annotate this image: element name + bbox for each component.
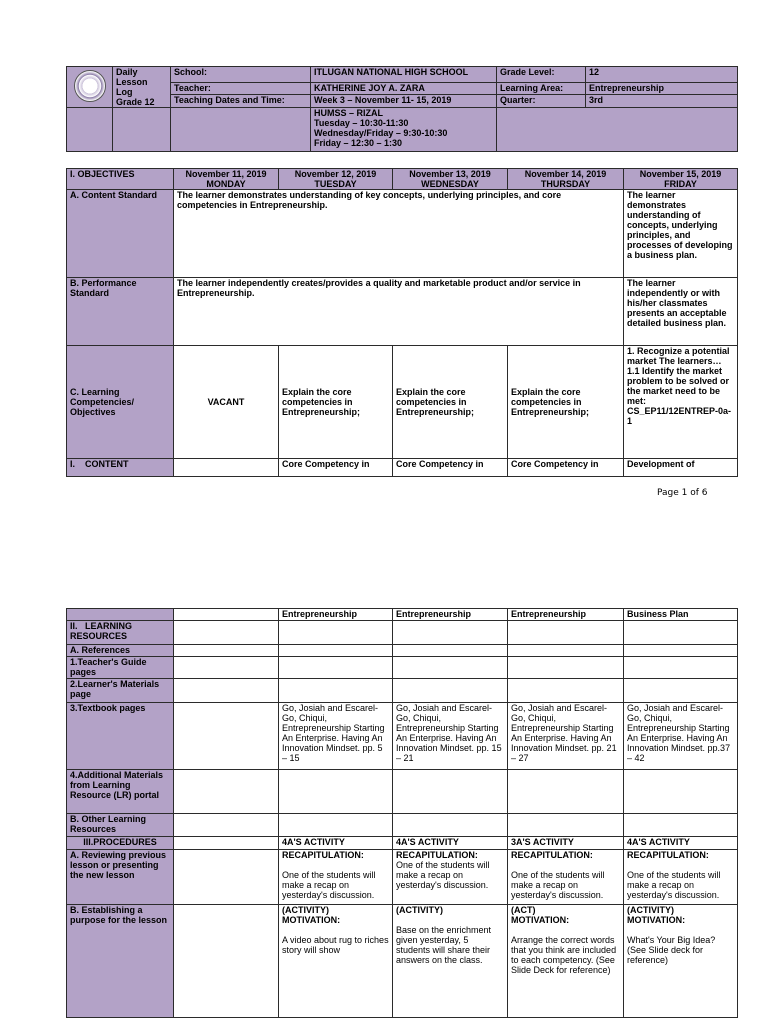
other-resources-label: B. Other Learning Resources — [67, 814, 174, 837]
content-label: I. CONTENT — [67, 459, 174, 477]
empty-cell — [508, 814, 624, 837]
continuation-wednesday: Entrepreneurship — [393, 609, 508, 621]
empty-cell — [279, 770, 393, 814]
school-value: ITLUGAN NATIONAL HIGH SCHOOL — [311, 67, 497, 83]
purpose-friday — [624, 905, 738, 1018]
empty-cell — [393, 621, 508, 645]
day-header-tuesday — [279, 169, 393, 190]
empty-cell — [624, 657, 738, 679]
empty-cell — [174, 850, 279, 905]
recap-friday — [624, 850, 738, 905]
empty-cell — [624, 679, 738, 703]
competency-tuesday: Explain the core competencies in Entrepreneurship; — [279, 346, 393, 459]
activity-thursday: 3A'S ACTIVITY — [508, 837, 624, 850]
header-table — [66, 66, 738, 152]
competency-monday: VACANT — [174, 346, 279, 459]
doc-label-line: Daily — [116, 67, 138, 77]
empty-cell — [508, 770, 624, 814]
content-tuesday: Core Competency in — [279, 459, 393, 477]
teacher-label: Teacher: — [171, 82, 311, 95]
empty-cell — [174, 645, 279, 657]
school-label: School: — [171, 67, 311, 83]
recap-text: One of the students will make a recap on yesterday's discussion. — [282, 870, 376, 900]
empty-cell — [393, 679, 508, 703]
textbook-tuesday: Go, Josiah and Escarel-Go, Chiqui, Entrepreneurship Starting An Enterprise. Having An Innovation Mindset. pp. 5 – 15 — [279, 703, 393, 770]
activity-wednesday: 4A'S ACTIVITY — [393, 837, 508, 850]
empty-cell — [174, 770, 279, 814]
empty-cell — [279, 814, 393, 837]
objectives-heading: I. OBJECTIVES — [67, 169, 174, 190]
purpose-tag: (ACTIVITY) — [627, 905, 674, 915]
empty-cell — [174, 837, 279, 850]
doc-label-line: Lesson — [116, 77, 148, 87]
purpose-tuesday — [279, 905, 393, 1018]
purpose-title: MOTIVATION: — [511, 915, 570, 925]
recap-text: One of the students will make a recap on yesterday's discussion. — [627, 870, 721, 900]
learning-resources-label: II. LEARNING RESOURCES — [67, 621, 174, 645]
competency-wednesday: Explain the core competencies in Entrepreneurship; — [393, 346, 508, 459]
empty-cell — [174, 609, 279, 621]
content-standard-text: The learner demonstrates understanding of key concepts, underlying principles, and core competencies in Entrepreneurship. — [174, 190, 624, 278]
recap-title: RECAPITULATION: — [511, 850, 593, 860]
recap-text: One of the students will make a recap on yesterday's discussion. — [396, 860, 490, 890]
textbook-friday: Go, Josiah and Escarel-Go, Chiqui, Entrepreneurship Starting An Enterprise. Having An Innovation Mindset. pp.37 – 42 — [624, 703, 738, 770]
empty-cell — [174, 905, 279, 1018]
purpose-text: A video about rug to riches story will show — [282, 935, 389, 955]
performance-standard-label: B. Performance Standard — [67, 278, 174, 346]
empty-cell — [67, 108, 113, 152]
empty-cell — [171, 108, 311, 152]
performance-standard-text: The learner independently creates/provides a quality and marketable product and/or service in Entrepreneurship. — [174, 278, 624, 346]
empty-cell — [508, 621, 624, 645]
recap-wednesday — [393, 850, 508, 905]
day-date: November 12, 2019 — [294, 169, 377, 179]
deped-seal-cell — [67, 67, 113, 108]
day-header-monday — [174, 169, 279, 190]
quarter-label: Quarter: — [497, 95, 586, 108]
reviewing-label: A. Reviewing previous lesson or presenting the new lesson — [67, 850, 174, 905]
page-number: Page 1 of 6 — [657, 488, 708, 498]
resources-procedures-table — [66, 608, 738, 1018]
empty-cell — [279, 621, 393, 645]
schedule-line: Tuesday – 10:30-11:30 — [314, 118, 409, 128]
dates-label: Teaching Dates and Time: — [171, 95, 311, 108]
empty-cell — [624, 645, 738, 657]
dates-value: Week 3 – November 11- 15, 2019 — [311, 95, 497, 108]
doc-label-cell — [113, 67, 171, 108]
content-wednesday: Core Competency in — [393, 459, 508, 477]
purpose-label: B. Establishing a purpose for the lesson — [67, 905, 174, 1018]
purpose-tag: (ACTIVITY) — [396, 905, 443, 915]
recap-thursday — [508, 850, 624, 905]
content-standard-friday: The learner demonstrates understanding of concepts, underlying principles, and processes of developing a business plan. — [624, 190, 738, 278]
empty-cell — [174, 814, 279, 837]
recap-title: RECAPITULATION: — [282, 850, 364, 860]
day-date: November 14, 2019 — [524, 169, 607, 179]
empty-cell — [393, 814, 508, 837]
purpose-text: Arrange the correct words that you think are included to each competency. (See Slide Deck for reference) — [511, 935, 617, 975]
textbook-thursday: Go, Josiah and Escarel-Go, Chiqui, Entrepreneurship Starting An Enterprise. Having An Innovation Mindset. pp. 21 – 27 — [508, 703, 624, 770]
purpose-text: Base on the enrichment given yesterday, 5 students will share their answers on the class. — [396, 925, 492, 965]
competency-thursday: Explain the core competencies in Entrepreneurship; — [508, 346, 624, 459]
deped-seal-logo — [74, 70, 106, 102]
grade-value: 12 — [586, 67, 738, 83]
learners-materials-label: 2.Learner's Materials page — [67, 679, 174, 703]
day-date: November 13, 2019 — [409, 169, 491, 179]
day-header-thursday — [508, 169, 624, 190]
empty-cell — [113, 108, 171, 152]
schedule-line: HUMSS – RIZAL — [314, 108, 384, 118]
empty-cell — [393, 657, 508, 679]
day-name: MONDAY — [206, 179, 246, 189]
day-name: THURSDAY — [540, 179, 591, 189]
area-label: Learning Area: — [497, 82, 586, 95]
activity-friday: 4A'S ACTIVITY — [624, 837, 738, 850]
schedule-line: Wednesday/Friday – 9:30-10:30 — [314, 128, 448, 138]
schedule-line: Friday – 12:30 – 1:30 — [314, 138, 403, 148]
day-name: WEDNESDAY — [421, 179, 479, 189]
area-value: Entrepreneurship — [586, 82, 738, 95]
empty-cell — [67, 609, 174, 621]
quarter-value: 3rd — [586, 95, 738, 108]
content-friday: Development of — [624, 459, 738, 477]
competency-friday: 1. Recognize a potential market The learners… 1.1 Identify the market problem to be solved or the market need to be met: CS_EP11/12ENTREP-0a-1 — [624, 346, 738, 459]
empty-cell — [624, 814, 738, 837]
teachers-guide-label: 1.Teacher's Guide pages — [67, 657, 174, 679]
empty-cell — [174, 703, 279, 770]
continuation-friday: Business Plan — [624, 609, 738, 621]
purpose-tag: (ACT) — [511, 905, 536, 915]
recap-text: One of the students will make a recap on yesterday's discussion. — [511, 870, 605, 900]
continuation-tuesday: Entrepreneurship — [279, 609, 393, 621]
doc-label-line: Log — [116, 87, 133, 97]
day-date: November 11, 2019 — [185, 169, 267, 179]
textbook-wednesday: Go, Josiah and Escarel-Go, Chiqui, Entrepreneurship Starting An Enterprise. Having An Innovation Mindset. pp. 15 – 21 — [393, 703, 508, 770]
empty-cell — [174, 679, 279, 703]
activity-tuesday: 4A'S ACTIVITY — [279, 837, 393, 850]
empty-cell — [174, 621, 279, 645]
additional-materials-label: 4.Additional Materials from Learning Resource (LR) portal — [67, 770, 174, 814]
teacher-value: KATHERINE JOY A. ZARA — [311, 82, 497, 95]
content-monday — [174, 459, 279, 477]
purpose-wednesday — [393, 905, 508, 1018]
doc-label-line: Grade 12 — [116, 97, 155, 107]
recap-title: RECAPITULATION: — [627, 850, 709, 860]
day-header-friday — [624, 169, 738, 190]
empty-cell — [279, 679, 393, 703]
empty-cell — [393, 770, 508, 814]
content-standard-label: A. Content Standard — [67, 190, 174, 278]
competencies-label: C. Learning Competencies/ Objectives — [67, 346, 174, 459]
content-thursday: Core Competency in — [508, 459, 624, 477]
continuation-thursday: Entrepreneurship — [508, 609, 624, 621]
empty-cell — [508, 657, 624, 679]
empty-cell — [624, 770, 738, 814]
purpose-text: What's Your Big Idea? (See Slide deck for reference) — [627, 935, 716, 965]
purpose-tag: (ACTIVITY) — [282, 905, 329, 915]
empty-cell — [497, 108, 738, 152]
day-name: TUESDAY — [314, 179, 357, 189]
empty-cell — [508, 679, 624, 703]
schedule-cell — [311, 108, 497, 152]
empty-cell — [279, 645, 393, 657]
recap-title: RECAPITULATION: — [396, 850, 478, 860]
day-date: November 15, 2019 — [639, 169, 722, 179]
objectives-table — [66, 168, 738, 477]
purpose-thursday — [508, 905, 624, 1018]
purpose-title: MOTIVATION: — [627, 915, 686, 925]
references-label: A. References — [67, 645, 174, 657]
recap-tuesday — [279, 850, 393, 905]
textbook-pages-label: 3.Textbook pages — [67, 703, 174, 770]
empty-cell — [279, 657, 393, 679]
empty-cell — [508, 645, 624, 657]
grade-label: Grade Level: — [497, 67, 586, 83]
empty-cell — [624, 621, 738, 645]
performance-standard-friday: The learner independently or with his/her classmates presents an acceptable detailed business plan. — [624, 278, 738, 346]
procedures-label: III.PROCEDURES — [67, 837, 174, 850]
purpose-title: MOTIVATION: — [282, 915, 341, 925]
day-name: FRIDAY — [664, 179, 697, 189]
day-header-wednesday — [393, 169, 508, 190]
empty-cell — [174, 657, 279, 679]
empty-cell — [393, 645, 508, 657]
